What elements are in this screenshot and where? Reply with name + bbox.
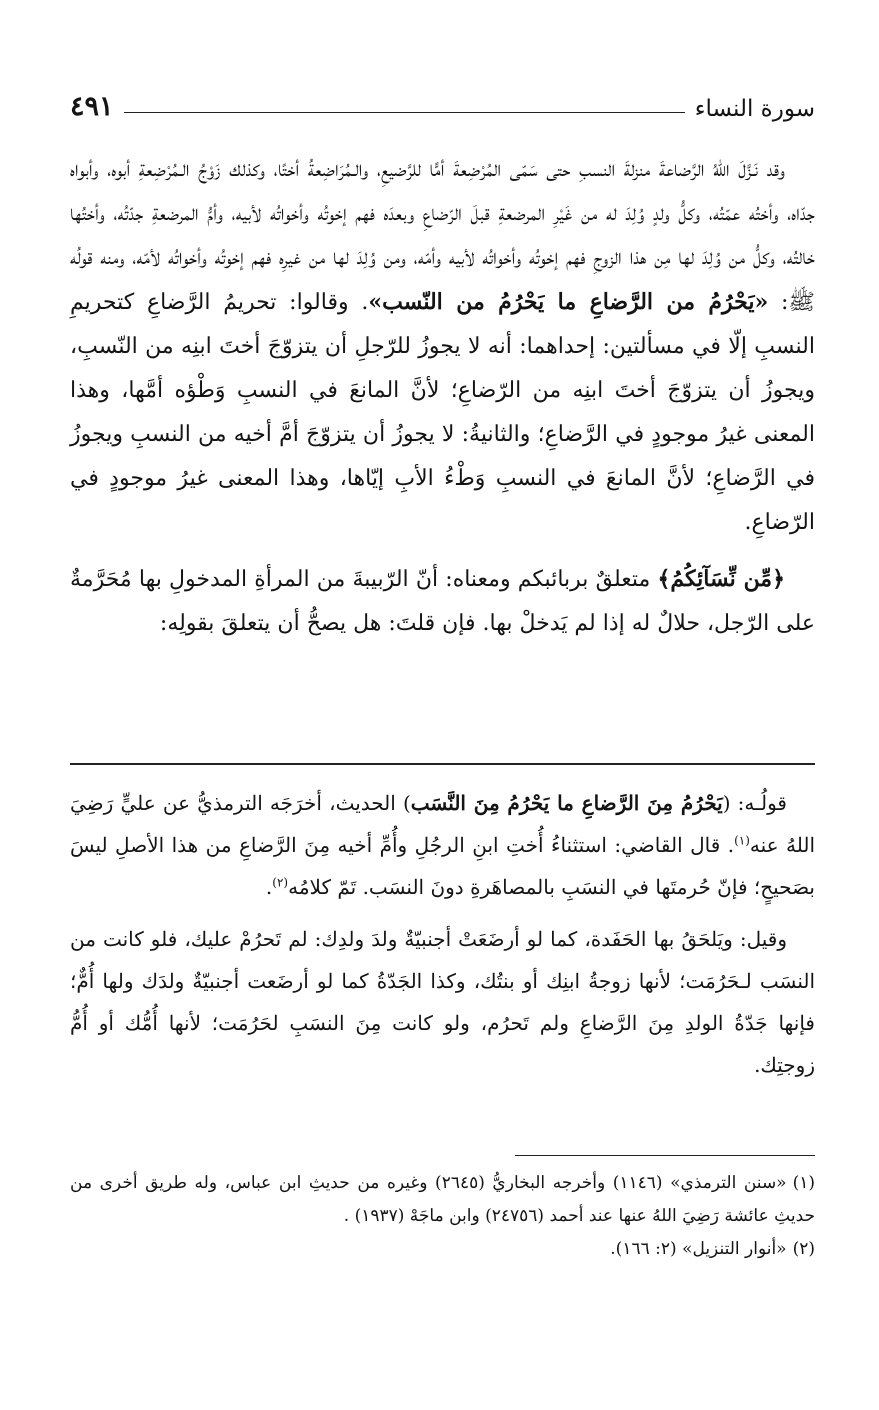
main-text [70, 148, 815, 646]
footnote-ref[interactable]: (١) [734, 833, 750, 848]
main-paragraph [70, 557, 815, 646]
text-run: . وقالوا: تحريمُ الرَّضاعِ كتحريمِ النسبِ إلّا في مسألتين: إحداهما: أنه لا يجوزُ للرّجلِ أن يتزوّجَ أختَ ابنِه من النّسبِ، ويجوزُ أن يتزوّجَ أختَ ابنِه من الرّضاعِ؛ لأنَّ المانعَ في النسبِ وَطْؤه أمَّها، وهذا المعنى غيرُ موجودٍ في الرَّضاعِ؛ والثانيةُ: لا يجوزُ أن يتزوّجَ أمَّ أخيه من النسبِ ويجوزُ في الرَّضاعِ؛ لأنَّ المانعَ في النسبِ وَطْءُ الأبِ إيّاها، وهذا المعنى غيرُ موجودٍ في الرّضاعِ. [70, 290, 815, 535]
hadith-quote: يَحْرُمُ مِنَ الرَّضاعِ ما يَحْرُمُ مِنَ النَّسَب [410, 791, 723, 815]
commentary-text [70, 782, 815, 1086]
text-run: قولُـه: ( [722, 791, 787, 815]
footnotes [70, 1167, 815, 1266]
text-run: وقد نَـزَّلَ اللهُ الرَّضاعةَ منزلةَ النسبِ حتى سَمّى المُرْضِعةَ أمًّا للرَّضيعِ، والـمُرَاضِعةُ أختًا، وكذلك زَوْجُ الـمُرْضِعةِ أبوه، وأبواه جدّاه، وأختُه عمّتُه، وكلُّ ولدٍ وُلِدَ له من غَيْرِ المرضعةِ قبلَ الرّضاعِ وبعدَه فهم إخوتُه وأخواتُه لأبيه، وأمُّ المرضعةِ جدّتُه، وأختُها خالتُه، وكلُّ من وُلِدَ لها مِن هذا الزوجِ فهم إخوتُه وأخواتُه لأبيه وأمّه، ومن وُلِدَ لها من غيرِه فهم إخوتُه وأخواتُه لأمّه، ومنه قولُه ﷺ: [70, 157, 815, 315]
commentary-divider [70, 763, 815, 765]
header-rule [124, 112, 685, 113]
surah-title: سورة النساء [694, 96, 815, 122]
main-paragraph [70, 148, 815, 545]
footnote-item [70, 1233, 815, 1266]
footnote-divider [515, 1155, 815, 1156]
quran-verse: ﴿مِّن نِّسَآئِكُمُ﴾ [657, 566, 785, 592]
footnote-number: (٢) [792, 1239, 815, 1259]
text-run: متعلقٌ بربائبكم ومعناه: أنّ الرّبيبةَ من المرأةِ المدخولِ بها مُحَرَّمةٌ على الرّجل، حلالٌ له إذا لم يَدخلْ بها. فإن قلتَ: هل يصحُّ أن يتعلقَ بقولِه: [70, 567, 815, 636]
footnote-text: «أنوار التنزيل» (٢: ١٦٦). [610, 1239, 787, 1259]
text-run: ) الحديث، أخرَجَه الترمذيُّ عن عليٍّ رَضِيَ اللهُ عنه [70, 791, 816, 857]
footnote-number: (١) [792, 1173, 816, 1193]
text-run: . قال القاضي: استثناءُ أُختِ ابنِ الرجُلِ وأُمِّ أخيه مِنَ الرَّضاعِ من هذا الأصلِ ليسَ بصَحيحٍ؛ فإنّ حُرمتَها في النسَبِ بالمصاهَرةِ دونَ النسَب. تَمّ كلامُه [70, 833, 815, 899]
text-run: . [265, 875, 273, 899]
footnote-item [70, 1167, 815, 1233]
footnote-text: «سنن الترمذي» (١١٤٦) وأخرجه البخاريُّ (٢٦٤٥) وغيره من حديثِ ابن عباس، وله طريق أخرى من حديثِ عائشة رَضِيَ اللهُ عنها عند أحمد (٢٤٧٥٦) وابن ماجَهْ (١٩٣٧) . [70, 1173, 815, 1226]
commentary-paragraph: وقيل: ويَلحَقُ بها الحَفَدة، كما لو أرضَعَتْ أجنبيّةٌ ولدَ ولدِك: لم تَحرُمْ عليك، فلو كانت من النسَب لـحَرُمَت؛ لأنها زوجةُ ابنِك أو بنتُك، وكذا الجَدّةُ كما لو أرضَعت أجنبيّةٌ ولدَك ولها أُمٌّ؛ فإنها جَدّةُ الولدِ مِنَ الرَّضاعِ ولم تَحرُم، ولو كانت مِنَ النسَبِ لحَرُمَت؛ لأنها أُمُّك أو أُمُّ زوجتِك. [70, 927, 815, 1077]
book-page [70, 60, 815, 1390]
page-header [70, 82, 815, 122]
page-number: ٤٩١ [70, 91, 114, 122]
hadith-quote: «يَحْرُمُ من الرَّضاعِ ما يَحْرُمُ من النّسب» [368, 289, 769, 315]
footnote-ref[interactable]: (٢) [272, 875, 289, 890]
commentary-paragraph [70, 782, 815, 908]
